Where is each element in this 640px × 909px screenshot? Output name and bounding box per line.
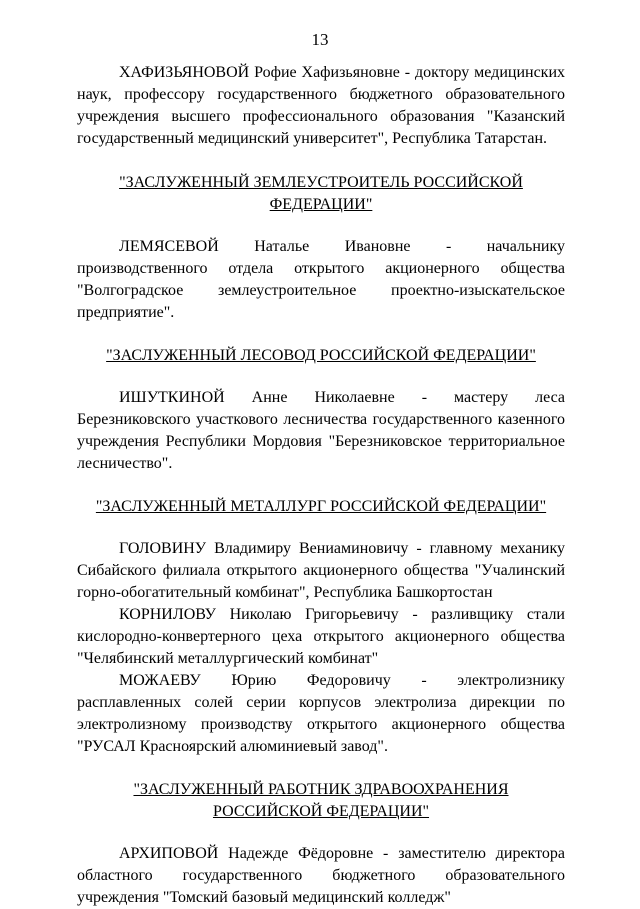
heading-line: "ЗАСЛУЖЕННЫЙ ЗЕМЛЕУСТРОИТЕЛЬ РОССИЙСКОЙ (119, 174, 523, 191)
award-paragraph-arhipova: АРХИПОВОЙ Надежде Фёдоровне - заместителю директора областного государственного бюджетного образовательного учреждения "Томский базовый медицинский колледж" (77, 845, 565, 906)
spacer (77, 324, 565, 345)
award-paragraph-lemyaseva: ЛЕМЯСЕВОЙ Наталье Ивановне - начальнику производственного отдела открытого акционерного общества "Волгоградское землеустроительное проектно-изыскательское предприятие". (77, 238, 565, 321)
heading-line: "ЗАСЛУЖЕННЫЙ ЛЕСОВОД РОССИЙСКОЙ ФЕДЕРАЦИИ" (106, 347, 536, 364)
spacer (77, 367, 565, 387)
award-paragraph-hafizyanova: ХАФИЗЬЯНОВОЙ Рофие Хафизьяновне - доктору медицинских наук, профессору государственного бюджетного образовательного учреждения высшего профессионального образования "Казанский государственный медицинский университет", Республика Татарстан. (77, 64, 565, 147)
spacer (77, 475, 565, 496)
award-paragraph-kornilov: КОРНИЛОВУ Николаю Григорьевичу - разливщику стали кислородно-конвертерного цеха открытого акционерного общества "Челябинский металлургический комбинат" (77, 606, 565, 667)
spacer (77, 216, 565, 236)
heading-zemleustroitel (77, 172, 565, 216)
heading-metallurg (77, 496, 565, 518)
award-paragraph-mozhaev: МОЖАЕВУ Юрию Федоровичу - электролизнику расплавленных солей серии корпусов электролиза дирекции по электролизному производству открытого акционерного общества "РУСАЛ Красноярский алюминиевый завод". (77, 672, 565, 755)
heading-lesovod (77, 345, 565, 367)
spacer (77, 823, 565, 843)
heading-line: РОССИЙСКОЙ ФЕДЕРАЦИИ" (212, 803, 430, 820)
award-paragraph-ishutkina: ИШУТКИНОЙ Анне Николаевне - мастеру леса Березниковского участкового лесничества государственного казенного учреждения Республики Мордовия "Березниковское территориальное лесничество". (77, 389, 565, 472)
award-paragraph-golovin: ГОЛОВИНУ Владимиру Вениаминовичу - главному механику Сибайского филиала открытого акционерного общества "Учалинский горно-обогатительный комбинат", Республика Башкортостан (77, 540, 565, 601)
spacer (77, 518, 565, 538)
document-body (77, 62, 565, 909)
page-number: 13 (311, 30, 329, 49)
spacer (77, 150, 565, 172)
heading-line: ФЕДЕРАЦИИ" (269, 196, 373, 213)
spacer (77, 758, 565, 779)
heading-zdravoohranenie (77, 779, 565, 823)
heading-line: "ЗАСЛУЖЕННЫЙ РАБОТНИК ЗДРАВООХРАНЕНИЯ (133, 781, 509, 798)
heading-line: "ЗАСЛУЖЕННЫЙ МЕТАЛЛУРГ РОССИЙСКОЙ ФЕДЕРАЦИИ" (95, 498, 547, 515)
